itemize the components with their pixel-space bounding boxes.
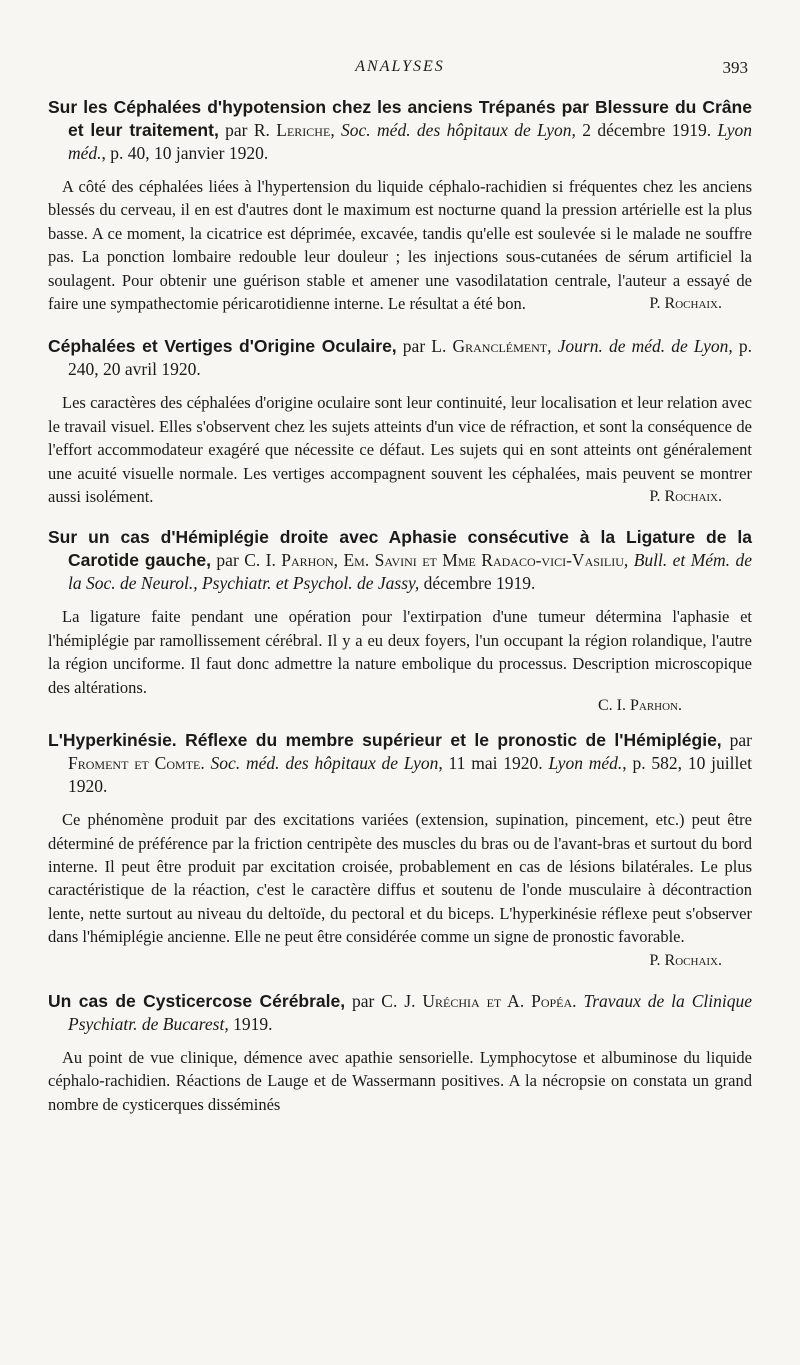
article-title: L'Hyperkinésie. Réflexe du membre supérieur et le pronostic de l'Hémiplégie, bbox=[48, 730, 722, 751]
article-author: Parhon, Em. Savini et Mme Radaco-vici-Vasiliu, bbox=[281, 550, 629, 571]
article-author: Uréchia et A. Popéa. bbox=[422, 990, 577, 1011]
article-author: Froment et Comte. bbox=[68, 753, 205, 774]
article-5 bbox=[48, 990, 752, 1116]
article-journal: , Journ. de méd. de Lyon, bbox=[547, 336, 733, 357]
article-body: La ligature faite pendant une opération pour l'extirpation d'une tumeur détermina l'aphasie et l'hémiplégie par ramollissement cérébral. Il y a eu deux foyers, l'un occupant la région rolandique, l'autre la région unciforme. Il faut donc admettre la nature embolique du processus. Description microscopique des altérations. bbox=[48, 607, 752, 697]
article-title: Céphalées et Vertiges d'Origine Oculaire, bbox=[48, 336, 397, 357]
article-signature: P. Rochaix. bbox=[649, 488, 722, 506]
running-title: ANALYSES bbox=[355, 58, 445, 75]
article-4 bbox=[48, 729, 752, 972]
article-signature: P. Rochaix. bbox=[649, 295, 722, 313]
article-heading: L'Hyperkinésie. Réflexe du membre supérieur et le pronostic de l'Hémiplégie, par Froment et Comte. Soc. méd. des hôpitaux de Lyon, 11 mai 1920. Lyon méd., p. 582, 10 juillet 1920. bbox=[48, 730, 753, 797]
article-1 bbox=[48, 96, 752, 315]
article-heading: Un cas de Cysticercose Cérébrale, par C. J. Uréchia et A. Popéa. Travaux de la Clinique Psychiatr. de Bucarest, 1919. bbox=[48, 990, 752, 1034]
article-signature: C. I. Parhon. bbox=[597, 697, 682, 715]
article-body: A côté des céphalées liées à l'hypertension du liquide céphalo-rachidien si fréquentes chez les anciens blessés du cerveau, il en est d'autres dont le maximum est nocturne quand la pression artérielle est la plus basse. A ce moment, la cicatrice est déprimée, excavée, tandis qu'elle est soulevée si le malade ne souffre pas. La ponction lombaire redouble leur douleur ; les injections sous-cutanées de sérum artificiel la soulagent. Pour obtenir une guérison stable et amener une vasodilatation centrale, l'auteur a essayé de faire une sympathectomie péricarotidienne interne. Le résultat a été bon. P. Rochaix. bbox=[48, 175, 752, 315]
article-heading: Sur les Céphalées d'hypotension chez les anciens Trépanés par Blessure du Crâne et leur traitement, par R. Leriche, Soc. méd. des hôpitaux de Lyon, 2 décembre 1919. Lyon méd., p. 40, 10 janvier 1920. bbox=[48, 97, 752, 163]
article-title: Sur un cas d'Hémiplégie droite avec Aphasie consécutive à la Ligature de la Carotide gauche, bbox=[48, 527, 752, 571]
article-3 bbox=[48, 526, 752, 715]
running-head bbox=[48, 52, 752, 84]
article-signature: P. Rochaix. bbox=[649, 951, 722, 969]
article-journal: Travaux de la Clinique Psychiatr. de Bucarest, bbox=[68, 990, 752, 1034]
article-title: Sur les Céphalées d'hypotension chez les anciens Trépanés par Blessure du Crâne et leur traitement, bbox=[48, 97, 752, 140]
article-title: Un cas de Cysticercose Cérébrale, bbox=[48, 990, 346, 1011]
article-heading: Céphalées et Vertiges d'Origine Oculaire, par L. Granclément, Journ. de méd. de Lyon, p. 240, 20 avril 1920. bbox=[48, 336, 753, 380]
page-number: 393 bbox=[722, 58, 748, 77]
article-journal: Soc. méd. des hôpitaux de Lyon, bbox=[204, 753, 443, 774]
article-author: Leriche bbox=[276, 120, 331, 140]
article-body: Au point de vue clinique, démence avec apathie sensorielle. Lymphocytose et albuminose du liquide céphalo-rachidien. Réactions de Lauge et de Wassermann positives. A la nécropsie on constata un grand nombre de cysticerques disséminés bbox=[48, 1047, 752, 1114]
article-journal: , Soc. méd. des hôpitaux de Lyon, bbox=[330, 120, 576, 140]
article-heading: Sur un cas d'Hémiplégie droite avec Aphasie consécutive à la Ligature de la Carotide gauche, par C. I. Parhon, Em. Savini et Mme Radaco-vici-Vasiliu, Bull. et Mém. de la Soc. de Neurol., Psychiatr. et Psychol. de Jassy, décembre 1919. bbox=[48, 527, 752, 594]
article-author: Granclément bbox=[452, 336, 548, 357]
article-2 bbox=[48, 335, 752, 508]
article-body: Les caractères des céphalées d'origine oculaire sont leur continuité, leur localisation et leur relation avec le travail visuel. Elles s'observent chez les sujets atteints d'un vice de réfraction, et sont la conséquence de l'effort accommodateur exagéré que nécessite ce défaut. Les sujets qui en sont atteints ont généralement une acuité visuelle normale. Les vertiges accompagnent souvent les céphalées, mais peuvent se montrer aussi isolément. P. Rochaix. bbox=[48, 391, 752, 508]
article-journal: Bull. et Mém. de la Soc. de Neurol., Psychiatr. et Psychol. de Jassy, bbox=[68, 550, 752, 594]
article-body: Ce phénomène produit par des excitations variées (extension, supination, pincement, etc.) peut être déterminé de préférence par la friction centripète des muscles du bras ou de l'avant-bras et surtout du bord interne. Il peut être produit par excitation croisée, probablement en cas de lésions bilatérales. Le plus caractéristique de la réaction, c'est le caractère diffus et soutenu de l'onde musculaire à décontraction lente, nette surtout au niveau du deltoïde, du pectoral et du biceps. L'hyperkinésie réflexe peut s'observer dans l'hémiplégie ancienne. Elle ne peut être considérée comme un signe de pronostic favorable. P. Rochaix. bbox=[48, 808, 752, 948]
